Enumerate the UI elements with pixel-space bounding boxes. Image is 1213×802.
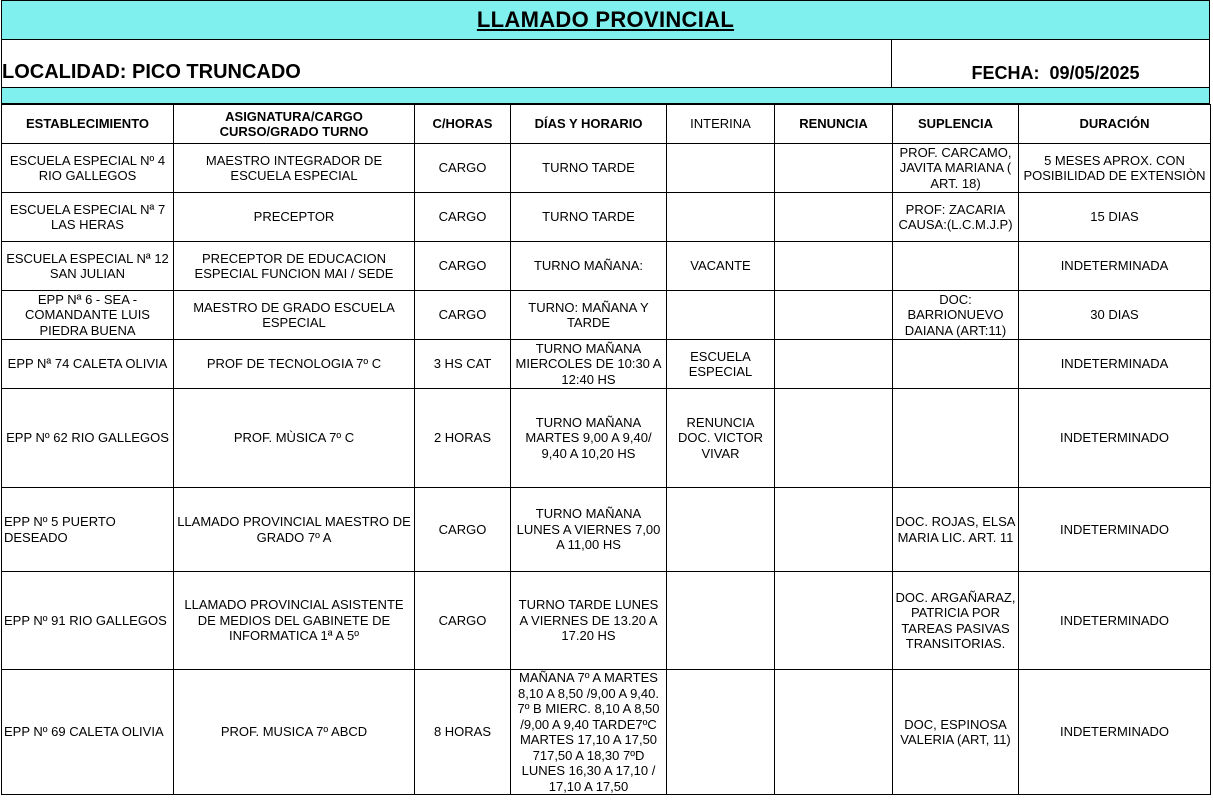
fecha-label: FECHA: [971,63,1040,83]
cell-asignatura: PRECEPTOR DE EDUCACION ESPECIAL FUNCION MAI / SEDE [174,242,415,291]
cell-renuncia [775,488,893,572]
cell-horas: CARGO [415,242,511,291]
header-establecimiento: ESTABLECIMIENTO [2,105,174,144]
cell-duracion: INDETERMINADO [1019,488,1211,572]
cell-duracion: 30 DIAS [1019,291,1211,340]
vacancy-table [1,104,1211,795]
cell-horas: CARGO [415,488,511,572]
cell-interina [667,488,775,572]
cell-asignatura: PROF. MUSICA 7º ABCD [174,670,415,795]
header-renuncia: RENUNCIA [775,105,893,144]
cell-suplencia: PROF: ZACARIA CAUSA:(L.C.M.J.P) [893,193,1019,242]
document-sheet [1,0,1210,795]
cell-interina: RENUNCIA DOC. VICTOR VIVAR [667,389,775,488]
cell-interina [667,144,775,193]
cell-suplencia: DOC: BARRIONUEVO DAIANA (ART:11) [893,291,1019,340]
cell-duracion: INDETERMINADO [1019,670,1211,795]
cell-establecimiento: EPP Nº 5 PUERTO DESEADO [2,488,174,572]
header-duracion: DURACIÓN [1019,105,1211,144]
cell-renuncia [775,193,893,242]
header-asignatura [174,105,415,144]
cell-asignatura: MAESTRO DE GRADO ESCUELA ESPECIAL [174,291,415,340]
fecha-cell [892,40,1209,87]
table-row [2,340,1211,389]
location-row [1,40,1210,88]
cell-interina [667,670,775,795]
cell-suplencia: PROF. CARCAMO, JAVITA MARIANA ( ART. 18) [893,144,1019,193]
cell-renuncia [775,670,893,795]
cell-establecimiento: EPP Nª 6 - SEA - COMANDANTE LUIS PIEDRA BUENA [2,291,174,340]
cell-horas: CARGO [415,572,511,670]
table-row [2,144,1211,193]
cell-asignatura: PROF. MÙSICA 7º C [174,389,415,488]
title-bar [1,0,1210,40]
page-title: LLAMADO PROVINCIAL [476,7,735,32]
cell-interina: VACANTE [667,242,775,291]
localidad-label: LOCALIDAD: PICO TRUNCADO [2,61,301,83]
cell-suplencia [893,242,1019,291]
cell-suplencia [893,340,1019,389]
cell-interina [667,291,775,340]
cell-suplencia: DOC. ARGAÑARAZ, PATRICIA POR TAREAS PASIVAS TRANSITORIAS. [893,572,1019,670]
header-asignatura-line2: CURSO/GRADO TURNO [219,124,369,139]
cell-dias: TURNO: MAÑANA Y TARDE [511,291,667,340]
cell-duracion: INDETERMINADA [1019,242,1211,291]
cell-dias: TURNO TARDE [511,144,667,193]
cell-establecimiento: EPP Nº 91 RIO GALLEGOS [2,572,174,670]
cell-horas: CARGO [415,144,511,193]
localidad-cell [2,40,892,87]
cell-duracion: INDETERMINADA [1019,340,1211,389]
header-suplencia: SUPLENCIA [893,105,1019,144]
cell-horas: CARGO [415,193,511,242]
cell-interina [667,193,775,242]
cell-suplencia [893,389,1019,488]
cell-dias: TURNO MAÑANA MARTES 9,00 A 9,40/ 9,40 A 10,20 HS [511,389,667,488]
cell-renuncia [775,389,893,488]
header-horas: C/HORAS [415,105,511,144]
cell-asignatura: LLAMADO PROVINCIAL ASISTENTE DE MEDIOS DEL GABINETE DE INFORMATICA 1ª A 5º [174,572,415,670]
table-row [2,488,1211,572]
cell-establecimiento: EPP Nº 69 CALETA OLIVIA [2,670,174,795]
table-row [2,572,1211,670]
table-row [2,670,1211,795]
cell-horas: CARGO [415,291,511,340]
cell-renuncia [775,291,893,340]
header-interina: INTERINA [667,105,775,144]
cell-suplencia: DOC. ROJAS, ELSA MARIA LIC. ART. 11 [893,488,1019,572]
cell-suplencia: DOC, ESPINOSA VALERIA (ART, 11) [893,670,1019,795]
cell-dias: TURNO MAÑANA: [511,242,667,291]
cell-horas: 3 HS CAT [415,340,511,389]
cell-establecimiento: EPP Nª 74 CALETA OLIVIA [2,340,174,389]
table-row [2,389,1211,488]
header-dias: DÍAS Y HORARIO [511,105,667,144]
cell-interina [667,572,775,670]
table-row [2,242,1211,291]
table-row [2,193,1211,242]
cell-dias: TURNO TARDE LUNES A VIERNES DE 13.20 A 17.20 HS [511,572,667,670]
table-header-row [2,105,1211,144]
header-asignatura-line1: ASIGNATURA/CARGO [225,108,363,124]
cell-establecimiento: ESCUELA ESPECIAL Nª 12 SAN JULIAN [2,242,174,291]
cell-duracion: 15 DIAS [1019,193,1211,242]
cell-dias: MAÑANA 7º A MARTES 8,10 A 8,50 /9,00 A 9,40. 7º B MIERC. 8,10 A 8,50 /9,00 A 9,40 TARDE7ºC MARTES 17,10 A 17,50 717,50 A 18,30 7ºD LUNES 16,30 A 17,10 / 17,10 A 17,50 [511,670,667,795]
cell-establecimiento: ESCUELA ESPECIAL Nª 7 LAS HERAS [2,193,174,242]
cell-horas: 2 HORAS [415,389,511,488]
cell-renuncia [775,242,893,291]
cell-dias: TURNO TARDE [511,193,667,242]
cell-asignatura: PROF DE TECNOLOGIA 7º C [174,340,415,389]
cell-establecimiento: EPP Nº 62 RIO GALLEGOS [2,389,174,488]
cell-interina: ESCUELA ESPECIAL [667,340,775,389]
cell-renuncia [775,144,893,193]
cell-asignatura: PRECEPTOR [174,193,415,242]
cell-renuncia [775,572,893,670]
table-row [2,291,1211,340]
cell-establecimiento: ESCUELA ESPECIAL Nº 4 RIO GALLEGOS [2,144,174,193]
fecha-value: 09/05/2025 [1049,63,1140,83]
cell-duracion: 5 MESES APROX. CON POSIBILIDAD DE EXTENSIÒN [1019,144,1211,193]
cell-duracion: INDETERMINADO [1019,389,1211,488]
cell-asignatura: MAESTRO INTEGRADOR DE ESCUELA ESPECIAL [174,144,415,193]
cell-renuncia [775,340,893,389]
separator-strip [1,88,1210,104]
cell-horas: 8 HORAS [415,670,511,795]
cell-dias: TURNO MAÑANA LUNES A VIERNES 7,00 A 11,00 HS [511,488,667,572]
cell-dias: TURNO MAÑANA MIERCOLES DE 10:30 A 12:40 HS [511,340,667,389]
cell-asignatura: LLAMADO PROVINCIAL MAESTRO DE GRADO 7º A [174,488,415,572]
cell-duracion: INDETERMINADO [1019,572,1211,670]
